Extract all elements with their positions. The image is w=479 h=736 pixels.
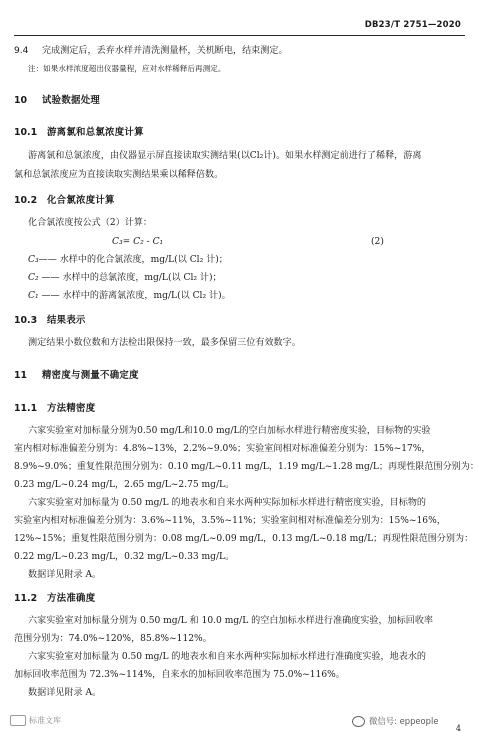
section-number: 11.1 (14, 403, 38, 414)
page-number: 4 (455, 724, 461, 733)
section-10-1-heading (14, 127, 144, 139)
section-number: 10.3 (14, 315, 38, 326)
clause-number: 9.4 (14, 46, 29, 56)
section-title: 结果表示 (47, 315, 86, 326)
section-10-2-heading (14, 195, 115, 207)
section-11-heading (14, 370, 139, 382)
paragraph-line: 加标回收率范围为 72.3%~114%，自来水的加标回收率范围为 75.0%~116%。 (14, 670, 345, 680)
watermark (10, 715, 61, 726)
paragraph-line: 实验室内相对标准偏差分别为：3.6%~11%，3.5%~11%；实验室间相对标准偏差分别为：15%~16%， (14, 516, 446, 526)
watermark-logo-icon (10, 715, 26, 726)
header-rule (14, 35, 465, 36)
paragraph-line: 测定结果小数位数和方法检出限保持一致，最多保留三位有效数字。 (28, 338, 301, 348)
formula-symbol: C₃ (112, 237, 123, 247)
definition-text: —— 水样中的化合氯浓度，mg/L(以 Cl₂ 计)； (38, 255, 228, 265)
formula-symbol: C₁ (152, 237, 164, 247)
symbol-definition (28, 290, 231, 302)
formula-symbol: C₂ (133, 237, 144, 247)
section-10-heading (14, 95, 100, 107)
section-number: 11.2 (14, 593, 38, 604)
wechat-id (352, 715, 438, 727)
symbol-definition (28, 272, 222, 284)
clause-text: 完成测定后，丢弃水样并清洗测量杯，关机断电，结束测定。 (42, 46, 288, 56)
paragraph-line: 六家实验室对加标量分别为0.50 mg/L和10.0 mg/L的空白加标水样进行精密度实验，目标物的实验 (28, 426, 431, 436)
symbol-definition (28, 254, 228, 266)
formula: C₃= C₂ - C₁ (112, 237, 164, 247)
section-number: 10 (14, 95, 28, 106)
paragraph-line: 游离氯和总氯浓度，由仪器显示屏直接读取实测结果(以Cl₂计)。如果水样测定前进行了稀释，游离 (28, 151, 422, 161)
paragraph-line: 六家实验室对加标量为 0.50 mg/L 的地表水和自来水两种实际加标水样进行准确度实验，地表水的 (28, 652, 427, 662)
watermark-text: 标准文库 (29, 716, 61, 725)
paragraph-line: 六家实验室对加标量分别为 0.50 mg/L 和 10.0 mg/L 的空白加标水样进行准确度实验，加标回收率 (28, 616, 434, 626)
section-11-1-heading (14, 403, 95, 415)
paragraph-line: 范围分别为：74.0%~120%，85.8%~112%。 (14, 634, 212, 644)
paragraph-line: 化合氯浓度按公式（2）计算： (28, 218, 153, 228)
paragraph-line: 8.9%~9.0%；重复性限范围分别为：0.10 mg/L~0.11 mg/L，1.19 mg/L~1.28 mg/L；再现性限范围分别为： (14, 462, 479, 472)
definition-symbol: C₁ (28, 291, 39, 301)
note: 注：如果水样浓度超出仪器量程，应对水样稀释后再测定。 (28, 64, 226, 73)
definition-symbol: C₃ (28, 255, 39, 265)
section-title: 精密度与测量不确定度 (42, 370, 139, 381)
section-title: 方法精密度 (47, 403, 96, 414)
paragraph-line: 室内相对标准偏差分别为：4.8%~13%，2.2%~9.0%；实验室间相对标准偏差分别为：15%~17%， (14, 444, 431, 454)
wechat-icon (352, 716, 365, 727)
definition-text: —— 水样中的总氯浓度，mg/L(以 Cl₂ 计)； (38, 273, 222, 283)
section-title: 化合氯浓度计算 (47, 195, 115, 206)
section-number: 10.1 (14, 127, 38, 138)
formula-number: (2) (371, 237, 384, 247)
section-title: 方法准确度 (47, 593, 96, 604)
paragraph-line: 0.23 mg/L~0.24 mg/L，2.65 mg/L~2.75 mg/L。 (14, 480, 235, 490)
section-number: 10.2 (14, 195, 38, 206)
paragraph-line: 12%~15%；重复性限范围分别为：0.08 mg/L~0.09 mg/L，0.13 mg/L~0.18 mg/L；再现性限范围分别为： (14, 534, 474, 544)
paragraph-line: 0.22 mg/L~0.23 mg/L，0.32 mg/L~0.33 mg/L。 (14, 552, 235, 562)
paragraph-line: 六家实验室对加标量为 0.50 mg/L 的地表水和自来水两种实际加标水样进行精密度实验，目标物的 (28, 498, 427, 508)
section-title: 试验数据处理 (42, 95, 101, 106)
definition-text: —— 水样中的游离氯浓度，mg/L(以 Cl₂ 计)。 (38, 291, 231, 301)
paragraph-line: 数据详见附录 A。 (28, 688, 102, 698)
section-10-3-heading (14, 315, 86, 327)
section-title: 游离氯和总氯浓度计算 (47, 127, 144, 138)
section-number: 11 (14, 370, 28, 381)
clause-9-4 (14, 45, 288, 57)
definition-symbol: C₂ (28, 273, 39, 283)
paragraph-line: 数据详见附录 A。 (28, 570, 102, 580)
section-11-2-heading (14, 593, 95, 605)
paragraph-line: 氯和总氯浓度应为直接读取实测结果乘以稀释倍数。 (14, 170, 224, 180)
wechat-text: 微信号: eppeople (369, 716, 439, 726)
standard-code: DB23/T 2751—2020 (364, 20, 461, 30)
